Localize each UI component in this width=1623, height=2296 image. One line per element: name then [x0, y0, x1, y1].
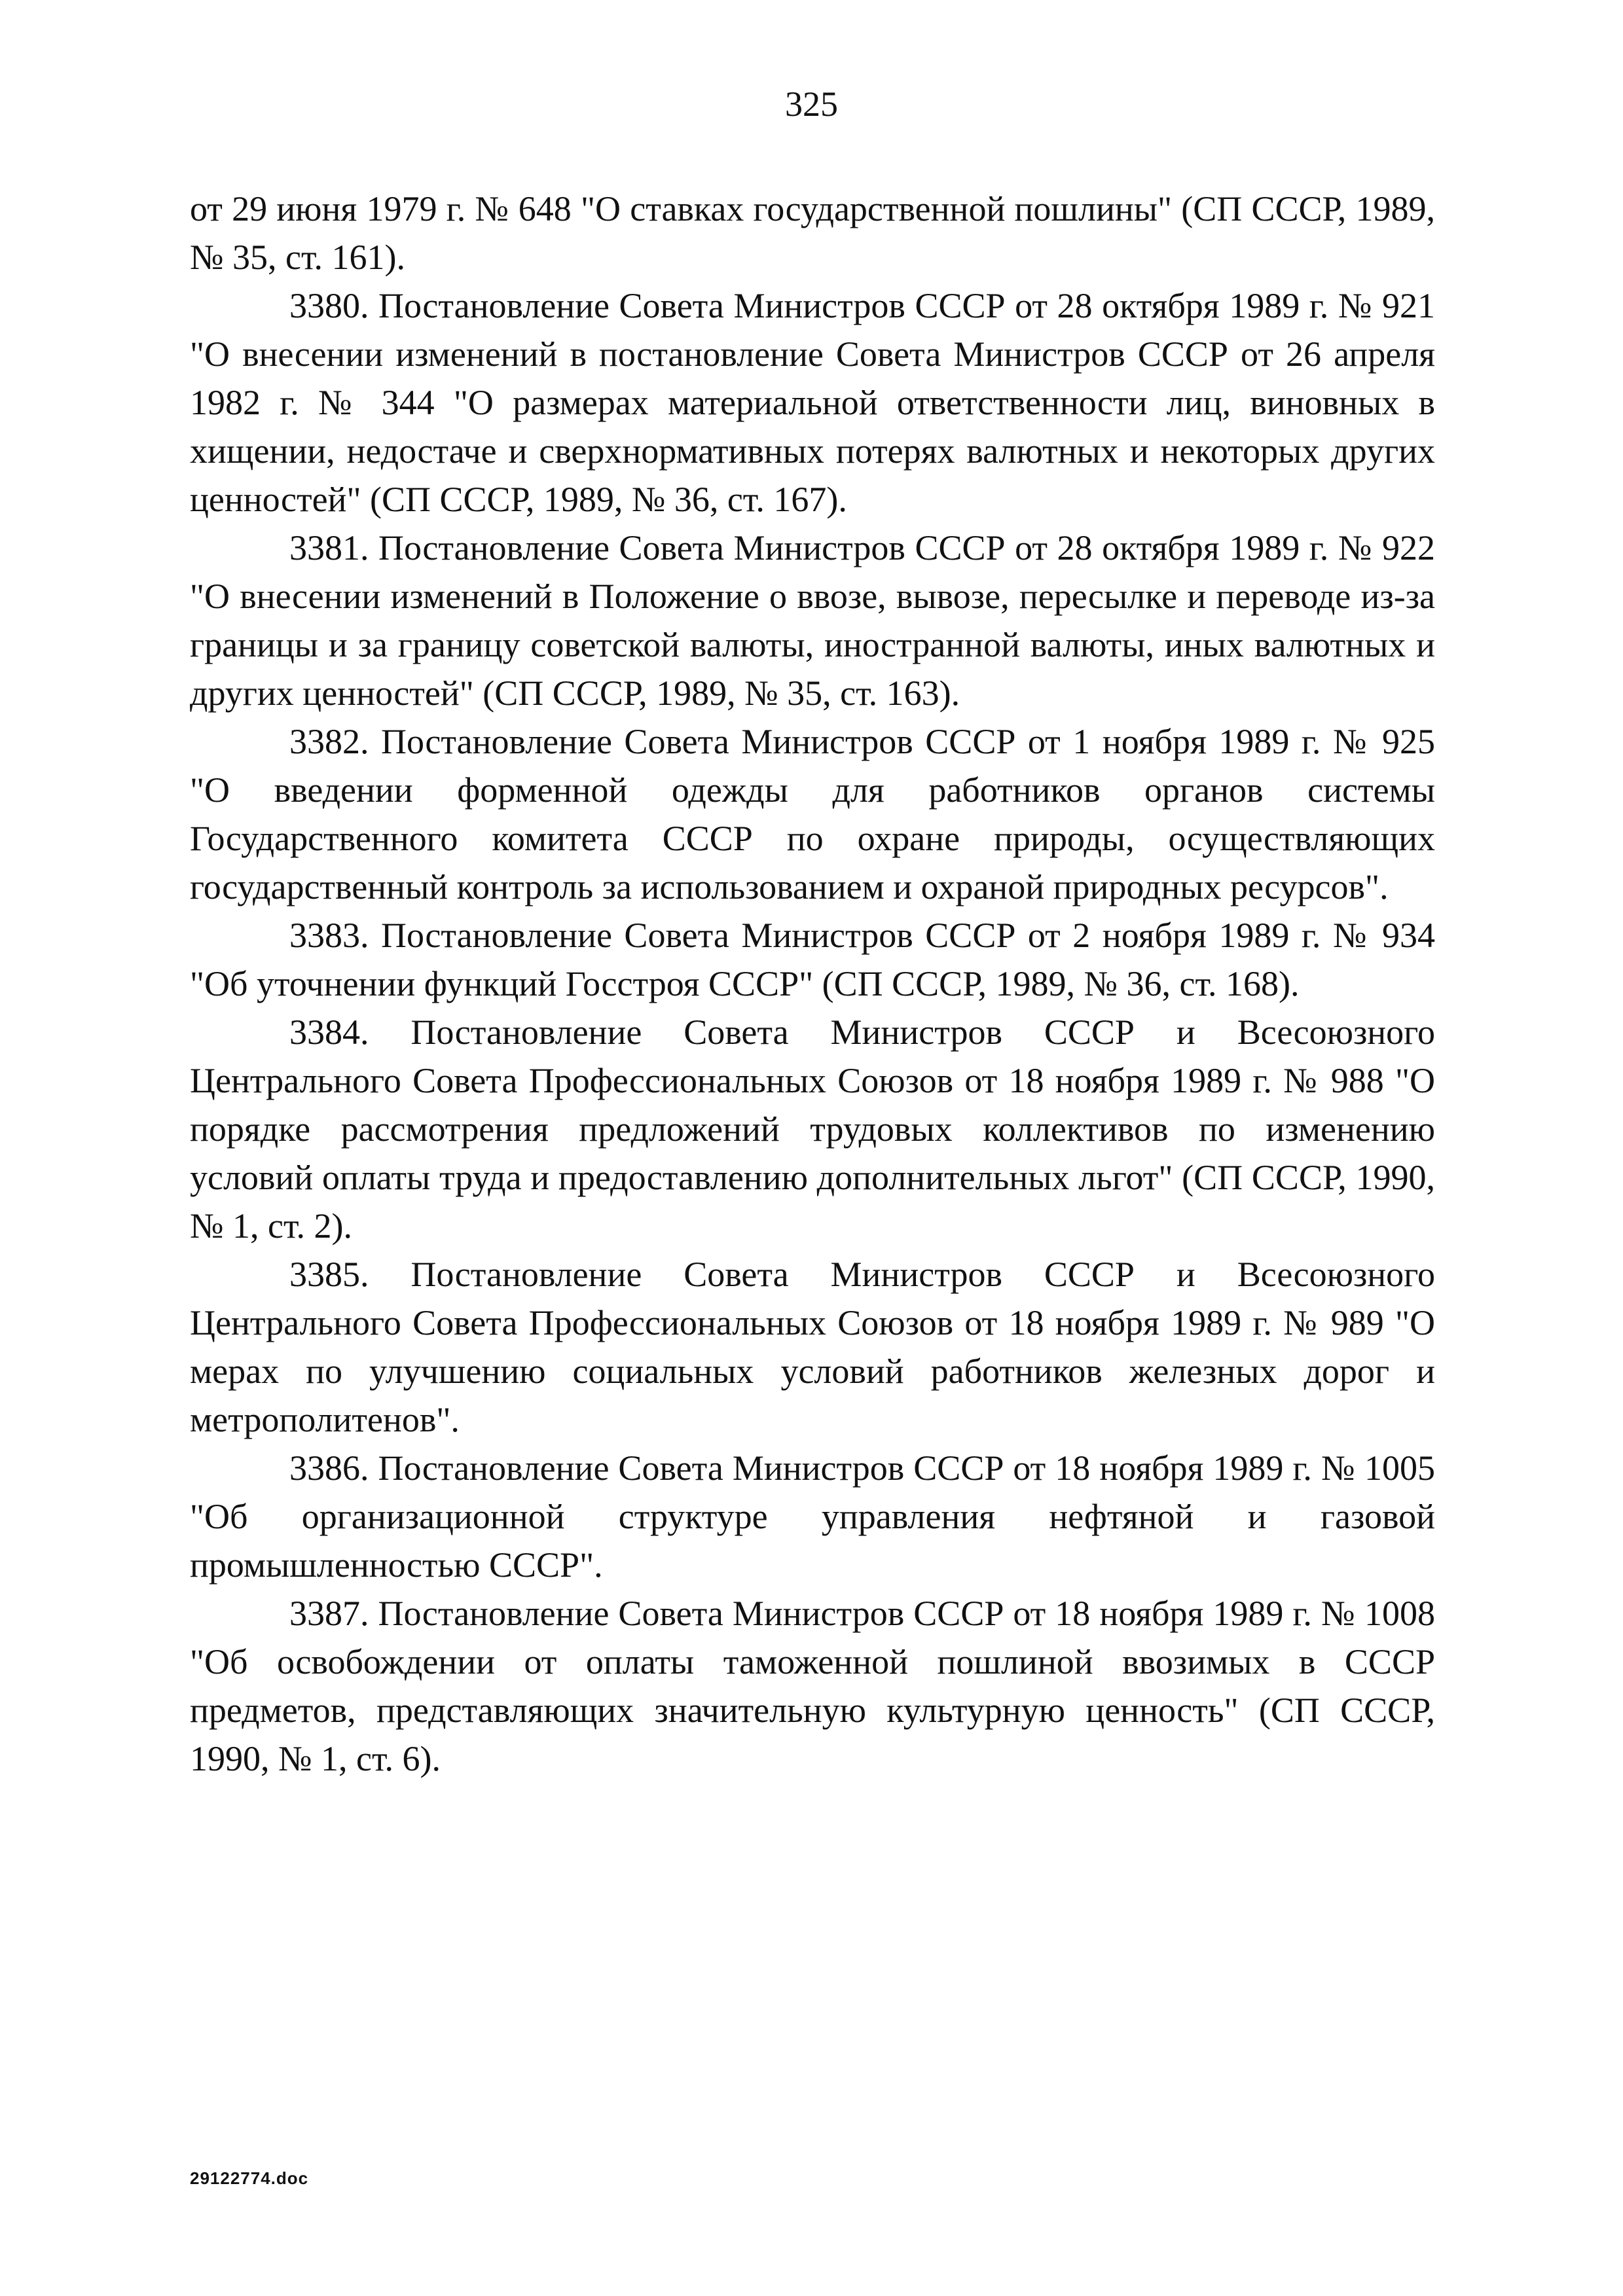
paragraph-3386: 3386. Постановление Совета Министров СССР от 18 ноября 1989 г. № 1005 "Об организационной структуре управления нефтяной и газовой промышленностью СССР".: [190, 1448, 1435, 1585]
paragraph-3380: 3380. Постановление Совета Министров СССР от 28 октября 1989 г. № 921 "О внесении изменений в постановление Совета Министров СССР от 26 апреля 1982 г. № 344 "О размерах материальной ответственности лиц, виновных в хищении, недостаче и сверхнормативных потерях валютных и некоторых других ценностей" (СП СССР, 1989, № 36, ст. 167).: [190, 286, 1435, 519]
paragraph-3384: 3384. Постановление Совета Министров СССР и Всесоюзного Центрального Совета Профессиональных Союзов от 18 ноября 1989 г. № 988 "О порядке рассмотрения предложений трудовых коллективов по изменению условий оплаты труда и предоставлению дополнительных льгот" (СП СССР, 1990, № 1, ст. 2).: [190, 1013, 1435, 1246]
document-body: [190, 185, 1435, 1783]
paragraph-3381: 3381. Постановление Совета Министров СССР от 28 октября 1989 г. № 922 "О внесении изменений в Положение о ввозе, вывозе, пересылке и переводе из-за границы и за границу советской валюты, иностранной валюты, иных валютных и других ценностей" (СП СССР, 1989, № 35, ст. 163).: [190, 528, 1435, 713]
paragraph-3383: 3383. Постановление Совета Министров СССР от 2 ноября 1989 г. № 934 "Об уточнении функций Госстроя СССР" (СП СССР, 1989, № 36, ст. 168).: [190, 916, 1435, 1003]
paragraph-3387: 3387. Постановление Совета Министров СССР от 18 ноября 1989 г. № 1008 "Об освобождении от оплаты таможенной пошлиной ввозимых в СССР предметов, представляющих значительную культурную ценность" (СП СССР, 1990, № 1, ст. 6).: [190, 1594, 1435, 1778]
paragraph-continuation: от 29 июня 1979 г. № 648 "О ставках государственной пошлины" (СП СССР, 1989, № 35, ст. 161).: [190, 189, 1435, 277]
footer-filename: 29122774.doc: [190, 2168, 309, 2188]
page-number: 325: [785, 84, 838, 124]
paragraph-3385: 3385. Постановление Совета Министров СССР и Всесоюзного Центрального Совета Профессиональных Союзов от 18 ноября 1989 г. № 989 "О мерах по улучшению социальных условий работников железных дорог и метрополитенов".: [190, 1255, 1435, 1439]
paragraph-3382: 3382. Постановление Совета Министров СССР от 1 ноября 1989 г. № 925 "О введении форменной одежды для работников органов системы Государственного комитета СССР по охране природы, осуществляющих государственный контроль за использованием и охраной природных ресурсов".: [190, 722, 1435, 906]
